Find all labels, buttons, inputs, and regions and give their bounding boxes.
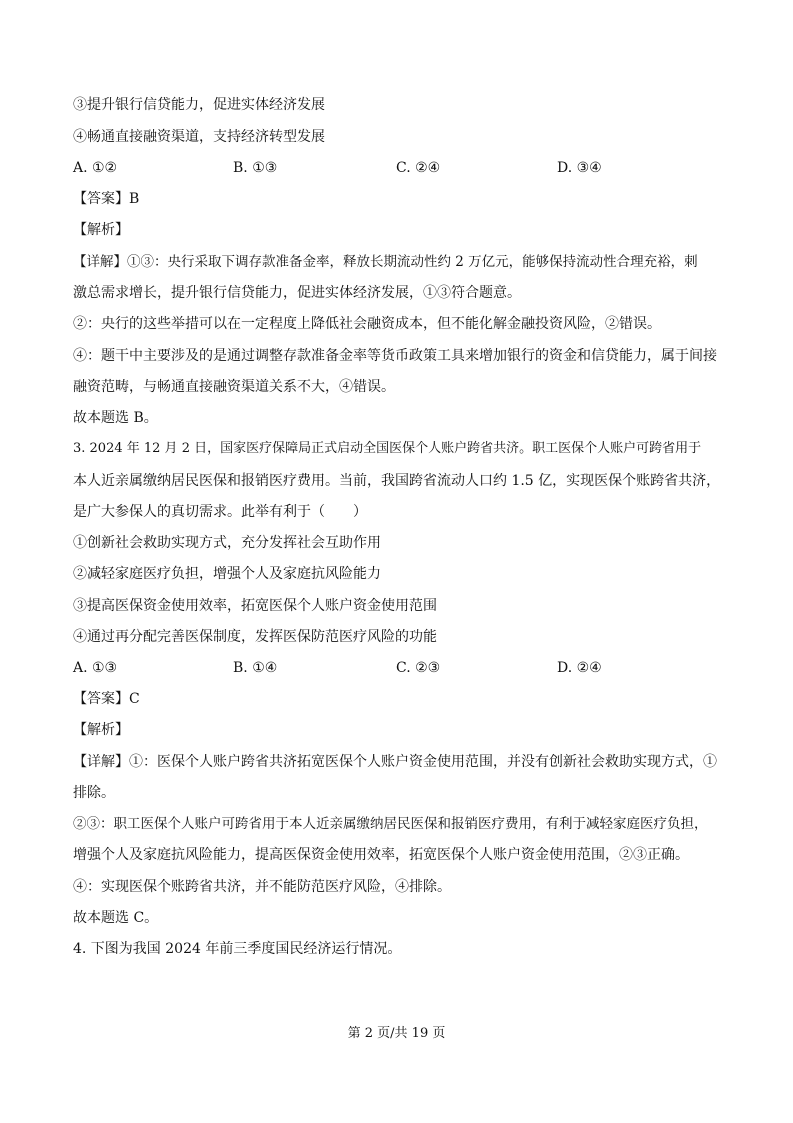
- q3-option-c: C. ②③: [396, 660, 441, 676]
- q3-stem-line-2: 本人近亲属缴纳居民医保和报销医疗费用。当前，我国跨省流动人口约 1.5 亿，实现医保个账跨省共济，: [73, 473, 721, 489]
- q3-detail-line-3: ②③：职工医保个人账户可跨省用于本人近亲属缴纳居民医保和报销医疗费用，有利于减轻家庭医疗负担，: [73, 816, 708, 832]
- q3-answer: 【答案】C: [73, 691, 140, 707]
- q2-detail-line-1: 【详解】①③：央行采取下调存款准备金率，释放长期流动性约 2 万亿元，能够保持流动性合理充裕，刺: [73, 254, 698, 270]
- q2-option-b: B. ①③: [233, 160, 278, 176]
- q2-detail-line-4: ④：题干中主要涉及的是通过调整存款准备金率等货币政策工具来增加银行的资金和信贷能力，属于间接: [73, 348, 717, 364]
- q3-option-d: D. ②④: [557, 660, 602, 676]
- q2-detail-line-3: ②：央行的这些举措可以在一定程度上降低社会融资成本，但不能化解金融投资风险，②错误。: [73, 316, 661, 332]
- q2-item-3: ③提升银行信贷能力，促进实体经济发展: [73, 97, 325, 113]
- q3-detail-line-5: ④：实现医保个账跨省共济，并不能防范医疗风险，④排除。: [73, 879, 451, 895]
- q2-option-c: C. ②④: [396, 160, 441, 176]
- q3-detail-line-2: 排除。: [73, 785, 115, 801]
- q2-analysis-heading: 【解析】: [73, 222, 129, 238]
- q2-option-a: A. ①②: [73, 160, 118, 176]
- q3-item-2: ②减轻家庭医疗负担，增强个人及家庭抗风险能力: [73, 566, 381, 582]
- q2-option-d: D. ③④: [557, 160, 602, 176]
- q3-stem-line-1: 3. 2024 年 12 月 2 日，国家医疗保障局正式启动全国医保个人账户跨省共济。职工医保个人账户可跨省用于: [73, 441, 702, 456]
- q2-detail-line-2: 激总需求增长，提升银行信贷能力，促进实体经济发展，①③符合题意。: [73, 285, 521, 301]
- q3-stem-line-3: 是广大参保人的真切需求。此举有利于（ ）: [73, 504, 367, 520]
- q2-conclusion: 故本题选 B。: [73, 410, 158, 426]
- q2-item-4: ④畅通直接融资渠道，支持经济转型发展: [73, 129, 325, 145]
- q3-item-1: ①创新社会救助实现方式，充分发挥社会互助作用: [73, 535, 381, 551]
- q3-option-a: A. ①③: [73, 660, 118, 676]
- q3-detail-line-1: 【详解】①：医保个人账户跨省共济拓宽医保个人账户资金使用范围，并没有创新社会救助实现方式，①: [73, 754, 717, 770]
- q3-analysis-heading: 【解析】: [73, 722, 129, 738]
- q2-detail-line-5: 融资范畴，与畅通直接融资渠道关系不大，④错误。: [73, 379, 395, 395]
- q3-conclusion: 故本题选 C。: [73, 910, 159, 926]
- q2-answer: 【答案】B: [73, 191, 140, 207]
- page-number: 第 2 页/共 19 页: [347, 1026, 446, 1041]
- q3-item-4: ④通过再分配完善医保制度，发挥医保防范医疗风险的功能: [73, 629, 437, 645]
- q3-item-3: ③提高医保资金使用效率，拓宽医保个人账户资金使用范围: [73, 598, 437, 614]
- q4-stem: 4. 下图为我国 2024 年前三季度国民经济运行情况。: [73, 941, 402, 957]
- q3-detail-line-4: 增强个人及家庭抗风险能力，提高医保资金使用效率，拓宽医保个人账户资金使用范围，②③正确。: [73, 847, 689, 863]
- q3-option-b: B. ①④: [233, 660, 278, 676]
